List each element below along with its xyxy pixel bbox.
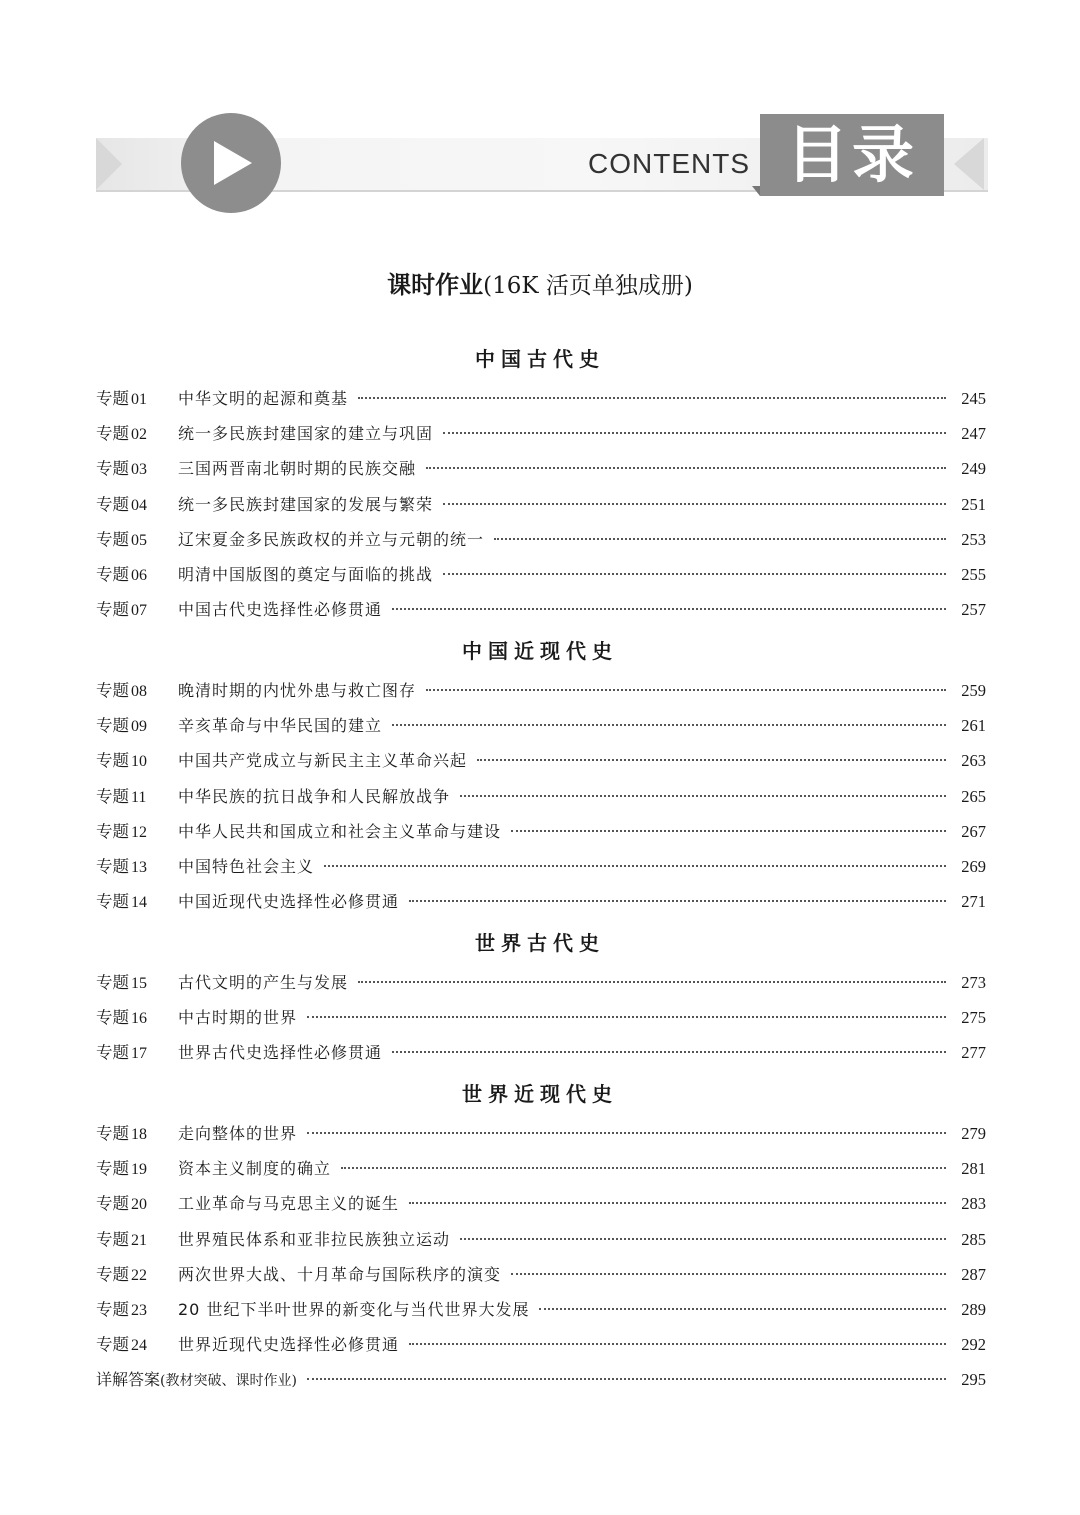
topic-label: 专题 13	[96, 857, 147, 876]
dot-leader	[358, 397, 946, 399]
contents-heading: CONTENTS	[588, 148, 750, 179]
page-number: 251	[961, 494, 986, 514]
mulu-heading: 目录	[785, 118, 918, 191]
dot-leader	[392, 1051, 946, 1053]
dot-leader	[409, 900, 946, 902]
topic-title: 统一多民族封建国家的发展与繁荣	[178, 494, 434, 514]
page-number: 273	[961, 973, 986, 992]
topic-title: 辛亥革命与中华民国的建立	[178, 716, 383, 736]
topic-title: 中古时期的世界	[178, 1008, 298, 1028]
toc-row[interactable]	[96, 746, 986, 776]
section-title: 世界古代史	[475, 931, 605, 955]
dot-leader	[494, 538, 946, 540]
toc-row[interactable]	[96, 419, 986, 449]
dot-leader	[426, 467, 946, 469]
toc-row[interactable]	[96, 1154, 986, 1184]
toc-row[interactable]	[96, 782, 986, 812]
topic-number: 10	[131, 753, 147, 771]
toc-row[interactable]	[96, 560, 986, 590]
page-number: 267	[961, 821, 986, 841]
toc-row[interactable]	[96, 454, 986, 484]
page-number: 269	[961, 857, 986, 876]
band-left-chevron	[96, 138, 122, 190]
topic-label: 专题 04	[96, 494, 147, 514]
toc-row[interactable]	[96, 968, 986, 998]
topic-title: 统一多民族封建国家的建立与巩固	[178, 424, 434, 444]
toc-row[interactable]	[96, 1038, 986, 1068]
topic-label: 专题 08	[96, 681, 147, 700]
section-title: 世界近现代史	[462, 1082, 618, 1106]
toc-row[interactable]	[96, 676, 986, 706]
topic-number: 15	[131, 975, 147, 992]
dot-leader	[392, 724, 946, 726]
topic-number: 06	[131, 567, 147, 584]
page-number: 275	[961, 1008, 986, 1028]
toc-row[interactable]	[96, 711, 986, 741]
page-number: 281	[961, 1159, 986, 1179]
section-title: 中国近现代史	[462, 639, 618, 663]
topic-number: 17	[131, 1045, 147, 1063]
topic-number: 21	[131, 1231, 147, 1249]
topic-label: 专题 11	[96, 786, 147, 806]
topic-title: 古代文明的产生与发展	[178, 973, 349, 992]
topic-title: 中国近现代史选择性必修贯通	[178, 892, 400, 912]
dot-leader	[341, 1167, 946, 1169]
dot-leader	[409, 1343, 946, 1345]
dot-leader	[443, 573, 946, 575]
page-number: 257	[961, 600, 986, 620]
main-title-bold: 课时作业	[387, 271, 484, 299]
topic-number: 16	[131, 1010, 147, 1028]
dot-leader	[409, 1202, 946, 1204]
topic-label: 专题 07	[96, 600, 147, 620]
answers-sub: (教材突破、课时作业)	[160, 1373, 297, 1389]
dot-leader	[443, 432, 946, 434]
topic-label: 专题 22	[96, 1264, 147, 1284]
dot-leader	[426, 689, 946, 691]
topic-title: 明清中国版图的奠定与面临的挑战	[178, 565, 434, 584]
topic-label: 专题 03	[96, 459, 147, 479]
topic-number: 08	[131, 683, 147, 700]
topic-number: 01	[131, 391, 147, 408]
topic-number: 09	[131, 718, 147, 736]
toc-row[interactable]	[96, 525, 986, 555]
topic-title: 20 世纪下半叶世界的新变化与当代世界大发展	[178, 1300, 530, 1319]
dot-leader	[307, 1016, 946, 1018]
topic-label: 专题 24	[96, 1335, 147, 1355]
dot-leader	[477, 759, 946, 761]
page-number: 279	[961, 1124, 986, 1143]
dot-leader	[392, 608, 946, 610]
page-number: 261	[961, 716, 986, 736]
topic-title: 世界古代史选择性必修贯通	[178, 1043, 383, 1063]
page-number: 283	[961, 1194, 986, 1214]
topic-label: 专题 20	[96, 1194, 147, 1214]
topic-title: 走向整体的世界	[178, 1124, 298, 1143]
topic-label: 专题 09	[96, 716, 147, 736]
topic-label: 专题 16	[96, 1008, 147, 1028]
toc-row[interactable]	[96, 887, 986, 917]
dot-leader	[443, 503, 946, 505]
toc-row[interactable]	[96, 1003, 986, 1033]
dot-leader	[460, 795, 946, 797]
topic-number: 14	[131, 894, 147, 912]
page-number: 285	[961, 1229, 986, 1249]
dot-leader	[460, 1238, 946, 1240]
topic-title: 工业革命与马克思主义的诞生	[178, 1194, 400, 1214]
topic-title: 两次世界大战、十月革命与国际秩序的演变	[178, 1264, 502, 1284]
page-number: 265	[961, 786, 986, 806]
dot-leader	[358, 981, 946, 983]
topic-number: 12	[131, 823, 147, 841]
toc-row[interactable]	[96, 384, 986, 414]
topic-number: 20	[131, 1196, 147, 1214]
topic-title: 世界殖民体系和亚非拉民族独立运动	[178, 1229, 451, 1249]
topic-label: 专题 01	[96, 389, 147, 408]
topic-number: 05	[131, 531, 147, 549]
topic-number: 22	[131, 1266, 147, 1284]
dot-leader	[511, 830, 946, 832]
main-title	[0, 268, 1080, 303]
topic-title: 中华人民共和国成立和社会主义革命与建设	[178, 821, 502, 841]
topic-label: 专题 15	[96, 973, 147, 992]
page-number: 271	[961, 892, 986, 912]
topic-number: 19	[131, 1161, 147, 1179]
page-number: 255	[961, 565, 986, 584]
page-number: 249	[961, 459, 986, 479]
topic-title: 中华民族的抗日战争和人民解放战争	[178, 786, 451, 806]
answers-row[interactable]	[96, 1365, 986, 1395]
topic-title: 三国两晋南北朝时期的民族交融	[178, 459, 417, 479]
dot-leader	[307, 1132, 946, 1134]
page-number: 259	[961, 681, 986, 700]
topic-label: 专题 18	[96, 1124, 147, 1143]
topic-label: 专题 17	[96, 1043, 147, 1063]
page-number: 289	[961, 1300, 986, 1319]
topic-label: 专题 19	[96, 1159, 147, 1179]
toc-row[interactable]	[96, 1189, 986, 1219]
dot-leader	[324, 865, 946, 867]
page-number: 287	[961, 1264, 986, 1284]
topic-title: 世界近现代史选择性必修贯通	[178, 1335, 400, 1355]
toc-row[interactable]	[96, 1260, 986, 1290]
topic-number: 02	[131, 426, 147, 444]
topic-title: 资本主义制度的确立	[178, 1159, 332, 1179]
topic-label: 专题 10	[96, 751, 147, 771]
page-number: 245	[961, 389, 986, 408]
band-right-chevron	[954, 138, 984, 190]
topic-title: 辽宋夏金多民族政权的并立与元朝的统一	[178, 529, 485, 549]
page-number: 295	[961, 1370, 986, 1389]
section-title: 中国古代史	[475, 347, 605, 371]
topic-number: 07	[131, 602, 147, 620]
topic-label: 专题 12	[96, 821, 147, 841]
page-number: 292	[961, 1335, 986, 1355]
topic-number: 13	[131, 859, 147, 876]
main-title-sub: (16K 活页单独成册)	[483, 273, 693, 299]
topic-number: 23	[131, 1302, 147, 1319]
topic-label: 专题 02	[96, 424, 147, 444]
toc-row[interactable]	[96, 1295, 986, 1325]
topic-number: 11	[131, 788, 147, 806]
topic-number: 03	[131, 461, 147, 479]
page-number: 253	[961, 529, 986, 549]
toc-row[interactable]	[96, 490, 986, 520]
play-triangle-icon	[214, 141, 252, 185]
topic-title: 中华文明的起源和奠基	[178, 389, 349, 408]
topic-label: 专题 23	[96, 1300, 147, 1319]
answers-label: 详解答案(教材突破、课时作业)	[96, 1370, 297, 1389]
topic-label: 专题 05	[96, 529, 147, 549]
toc-row[interactable]	[96, 1330, 986, 1360]
topic-label: 专题 21	[96, 1229, 147, 1249]
toc-row[interactable]	[96, 595, 986, 625]
topic-title: 晚清时期的内忧外患与救亡图存	[178, 681, 417, 700]
mulu-tab	[752, 186, 760, 196]
topic-title: 中国共产党成立与新民主主义革命兴起	[178, 751, 468, 771]
page-number: 247	[961, 424, 986, 444]
dot-leader	[307, 1378, 946, 1380]
topic-label: 专题 14	[96, 892, 147, 912]
dot-leader	[511, 1273, 946, 1275]
topic-number: 24	[131, 1337, 147, 1355]
toc-row[interactable]	[96, 852, 986, 882]
page-number: 263	[961, 751, 986, 771]
topic-label: 专题 06	[96, 565, 147, 584]
dot-leader	[539, 1308, 946, 1310]
topic-title: 中国古代史选择性必修贯通	[178, 600, 383, 620]
toc-row[interactable]	[96, 817, 986, 847]
topic-number: 04	[131, 496, 147, 514]
page-number: 277	[961, 1043, 986, 1063]
topic-title: 中国特色社会主义	[178, 857, 315, 876]
topic-number: 18	[131, 1126, 147, 1143]
toc-row[interactable]	[96, 1119, 986, 1149]
toc-row[interactable]	[96, 1225, 986, 1255]
